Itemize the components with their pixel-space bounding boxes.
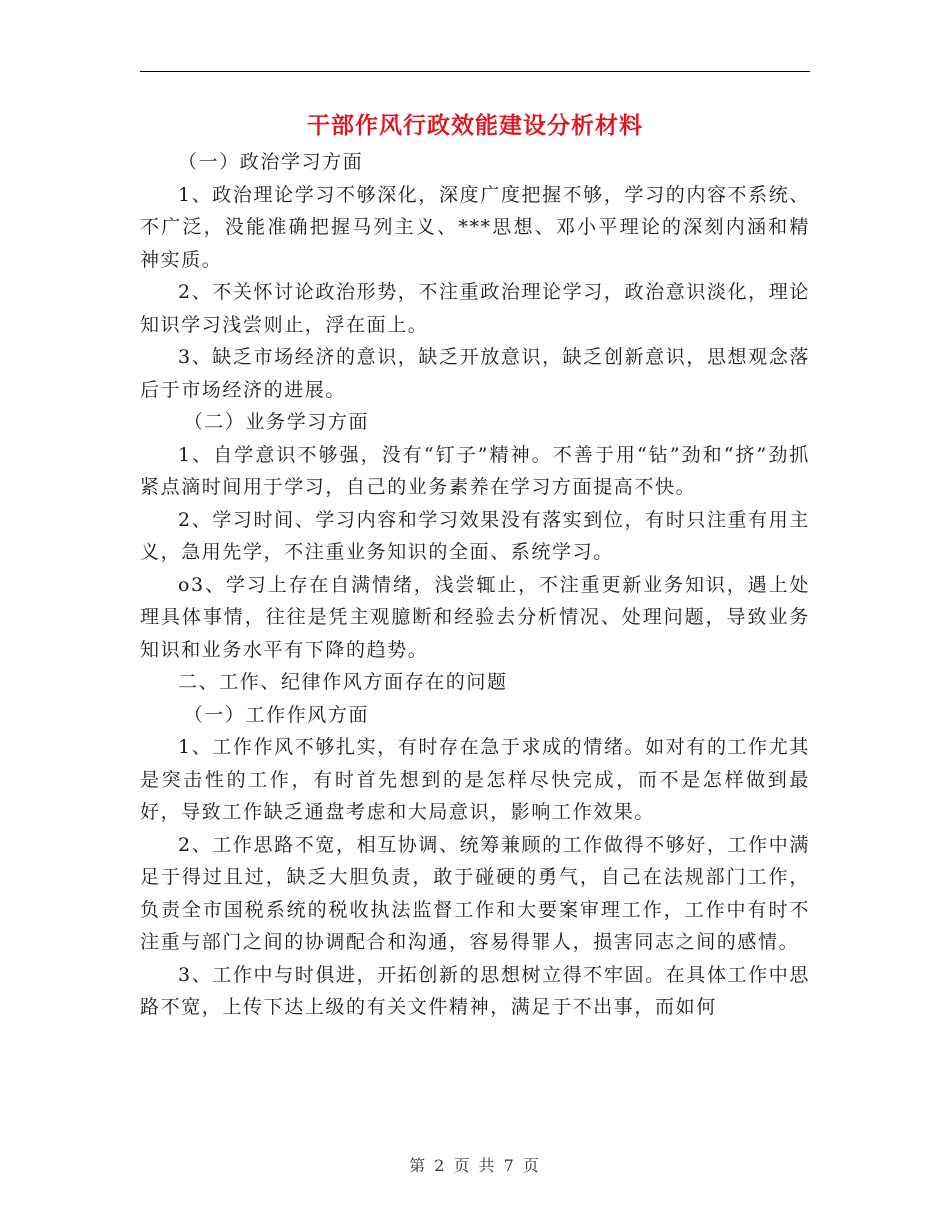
paragraph: 3、缺乏市场经济的意识，缺乏开放意识，缺乏创新意识，思想观念落后于市场经济的进展。	[140, 346, 810, 401]
document-title: 干部作风行政效能建设分析材料	[307, 113, 643, 139]
paragraph: 1、自学意识不够强，没有“钉子”精神。不善于用“钻”劲和“挤”劲抓紧点滴时间用于学习，自己的业务素养在学习方面提高不快。	[140, 443, 810, 498]
paragraph: 2、学习时间、学习内容和学习效果没有落实到位，有时只注重有用主义，急用先学，不注重业务知识的全面、系统学习。	[140, 508, 810, 563]
paragraph: 2、不关怀讨论政治形势，不注重政治理论学习，政治意识淡化，理论知识学习浅尝则止，浮在面上。	[140, 281, 810, 336]
paragraph: 1、工作作风不够扎实，有时存在急于求成的情绪。如对有的工作尤其是突击性的工作，有时首先想到的是怎样尽快完成，而不是怎样做到最好，导致工作缺乏通盘考虑和大局意识，影响工作效果。	[140, 736, 810, 823]
document-body	[140, 146, 810, 1024]
section-heading: （二）业务学习方面	[183, 411, 370, 433]
section-heading: 二、工作、纪律作风方面存在的问题	[178, 671, 508, 693]
page-number-footer: 第 2 页 共 7 页	[409, 1156, 541, 1175]
paragraph: 3、工作中与时俱进，开拓创新的思想树立得不牢固。在具体工作中思路不宽，上传下达上级的有关文件精神，满足于不出事，而如何	[140, 963, 810, 1018]
section-heading: （一）政治学习方面	[178, 151, 364, 173]
paragraph: 2、工作思路不宽，相互协调、统筹兼顾的工作做得不够好，工作中满足于得过且过，缺乏大胆负责，敢于碰硬的勇气，自己在法规部门工作，负责全市国税系统的税收执法监督工作和大要案审理工作，工作中有时不注重与部门之间的协调配合和沟通，容易得罪人，损害同志之间的感情。	[140, 833, 810, 953]
paragraph: 1、政治理论学习不够深化，深度广度把握不够，学习的内容不系统、不广泛，没能准确把握马列主义、***思想、邓小平理论的深刻内涵和精神实质。	[140, 183, 810, 271]
paragraph: o3、学习上存在自满情绪，浅尝辄止，不注重更新业务知识，遇上处理具体事情，往往是凭主观臆断和经验去分析情况、处理问题，导致业务知识和业务水平有下降的趋势。	[140, 573, 810, 661]
section-heading: （一）工作作风方面	[183, 703, 370, 726]
header-rule	[140, 71, 810, 72]
